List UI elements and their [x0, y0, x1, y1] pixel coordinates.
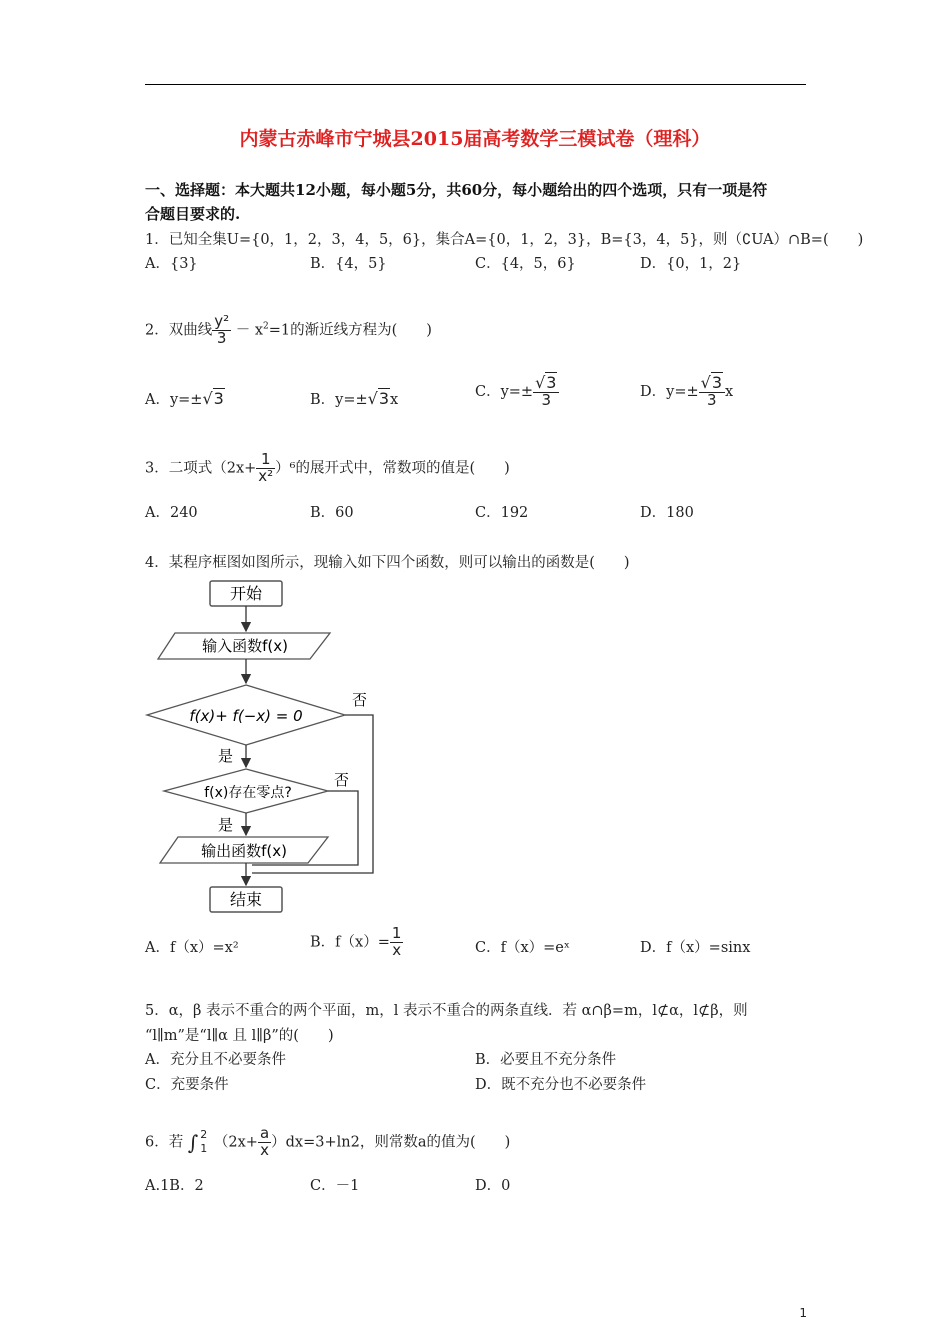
option-fraction [699, 375, 725, 409]
condition-2-yes-label: 是 [218, 816, 234, 834]
end-label: 结束 [229, 890, 263, 909]
question-5-option-a: A．充分且不必要条件 [145, 1052, 286, 1068]
page-number: 1 [799, 1306, 807, 1320]
question-3-prefix: 3．二项式（2x+ [145, 460, 257, 477]
option-label: B．y=± [310, 392, 368, 408]
question-6-option-c: C．－1 [310, 1178, 360, 1194]
question-1-option-a: A．{3} [145, 256, 198, 272]
output-label: 输出函数f(x) [201, 842, 287, 860]
condition-2-label: f(x)存在零点? [204, 785, 292, 801]
question-5-option-b: B．必要且不充分条件 [475, 1052, 617, 1068]
question-2-option-a [145, 388, 225, 409]
radicand: 3 [213, 389, 224, 408]
question-3-stem [145, 452, 510, 485]
fraction-numerator: 1 [256, 452, 275, 469]
option-label: D．y=± [640, 383, 699, 400]
question-4-option-c: C．f（x）=eˣ [475, 940, 571, 956]
integral-lower-limit: 1 [200, 1142, 208, 1156]
question-4-stem: 4．某程序框图如图所示，现输入如下四个函数，则可以输出的函数是( ) [145, 555, 630, 571]
fraction-denominator: 3 [707, 390, 717, 409]
condition-2-no-label: 否 [334, 771, 350, 789]
section-heading-line1: 一、选择题：本大题共12小题，每小题5分，共60分，每小题给出的四个选项，只有一项是符 [145, 181, 768, 199]
condition-1-label: f(x)+ f(−x) = 0 [189, 707, 303, 725]
question-2-suffix: =1的渐近线方程为( ) [268, 322, 432, 339]
option-tail: x [725, 383, 734, 400]
question-6-mid: （2x+ [213, 1134, 258, 1151]
question-4-option-a: A．f（x）=x² [145, 940, 239, 956]
question-6-option-ab: A.1B．2 [145, 1178, 204, 1194]
question-2-prefix: 2．双曲线 [145, 322, 213, 339]
condition-1-no-label: 否 [352, 691, 368, 709]
question-5-line1: 5．α，β 表示不重合的两个平面，m，l 表示不重合的两条直线．若 α∩β=m，l⊄α，l⊄β，则 [145, 1003, 748, 1019]
integral-limits [198, 1128, 209, 1157]
question-2-fraction [212, 314, 231, 347]
question-3-option-a: A．240 [145, 505, 198, 521]
question-6-stem [145, 1126, 510, 1159]
option-tail: x [390, 392, 399, 408]
question-3-option-c: C．192 [475, 505, 529, 521]
question-1-option-c: C．{4，5，6} [475, 256, 576, 272]
question-3-fraction [256, 452, 275, 485]
question-1-stem: 1．已知全集U={0，1，2，3，4，5，6}，集合A={0，1，2，3}，B={3，4，5}，则（∁UA）∩B=( ) [145, 232, 864, 248]
question-6-option-d: D．0 [475, 1178, 511, 1194]
question-2-mid: － x [235, 322, 264, 339]
fraction-denominator: x² [258, 466, 274, 485]
question-1-option-b: B．{4，5} [310, 256, 387, 272]
question-2-option-d [640, 375, 733, 409]
program-flowchart [140, 575, 390, 920]
fraction-denominator: 3 [216, 328, 227, 347]
fraction-denominator: 3 [541, 390, 552, 409]
question-6-fraction [258, 1126, 271, 1159]
option-label: B．f（x）= [310, 934, 390, 951]
option-fraction [390, 926, 404, 959]
fraction-numerator: √3 [699, 375, 725, 393]
question-5-option-c: C．充要条件 [145, 1077, 229, 1093]
option-label: A．y=± [145, 392, 203, 408]
fraction-denominator: x [392, 940, 402, 959]
question-3-option-b: B．60 [310, 505, 354, 521]
option-label: C．y=± [475, 383, 534, 400]
sqrt-expression: √3 [367, 389, 390, 408]
question-3-suffix: ）⁶的展开式中，常数项的值是( ) [275, 460, 510, 477]
fraction-numerator: y² [214, 312, 230, 330]
radicand: 3 [711, 373, 723, 392]
input-label: 输入函数f(x) [202, 637, 288, 655]
sqrt-expression: √3 [202, 389, 224, 408]
question-4-option-b [310, 926, 403, 959]
option-fraction [533, 375, 559, 409]
start-label: 开始 [229, 584, 263, 603]
question-3-option-d: D．180 [640, 505, 694, 521]
question-2-option-c [475, 375, 559, 409]
radicand: 3 [378, 389, 390, 408]
radicand: 3 [546, 373, 557, 392]
question-4-option-d: D．f（x）=sinx [640, 940, 751, 956]
question-1-option-d: D．{0，1，2} [640, 256, 742, 272]
integral-upper-limit: 2 [200, 1127, 208, 1141]
fraction-numerator: a [259, 1124, 270, 1142]
fraction-denominator: x [260, 1140, 269, 1159]
question-2-stem [145, 314, 432, 347]
section-heading-line2: 合题目要求的. [145, 205, 241, 223]
question-2-exponent: 2 [263, 321, 269, 332]
question-6-suffix: ）dx=3+ln2，则常数a的值为( ) [271, 1134, 511, 1151]
fraction-numerator: 1 [391, 924, 402, 942]
question-5-option-d: D．既不充分也不必要条件 [475, 1077, 647, 1093]
fraction-numerator: √3 [533, 375, 559, 393]
question-5-line2: “l∥m”是“l∥α 且 l∥β”的( ) [145, 1028, 334, 1044]
integral-sign: ∫ [187, 1130, 199, 1155]
header-rule [145, 84, 806, 85]
condition-1-yes-label: 是 [218, 747, 234, 765]
question-6-prefix: 6．若 [145, 1134, 184, 1151]
question-2-option-b [310, 388, 398, 409]
exam-title: 内蒙古赤峰市宁城县2015届高考数学三模试卷（理科） [239, 128, 711, 150]
